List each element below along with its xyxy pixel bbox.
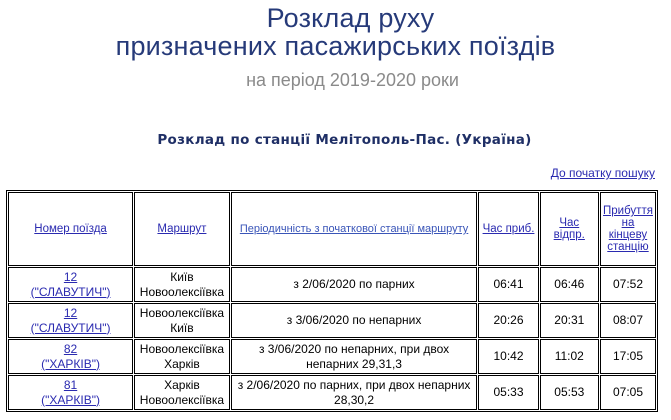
train-number: 12: [63, 305, 78, 320]
route-cell: [134, 267, 230, 302]
train-number-cell: [8, 267, 133, 302]
departure-cell: 20:31: [540, 303, 599, 338]
period-subtitle: на період 2019-2020 роки: [246, 70, 459, 90]
train-number: 82: [63, 341, 78, 356]
column-header-route[interactable]: Маршрут: [134, 192, 230, 266]
train-number-cell: [8, 303, 133, 338]
table-row: [8, 267, 656, 302]
train-name: ("ХАРКІВ"): [41, 356, 100, 371]
arrival-cell: 20:26: [478, 303, 538, 338]
train-link[interactable]: [31, 270, 111, 299]
periodicity-cell: з 2/06/2020 по парних: [231, 267, 478, 302]
departure-cell: 06:46: [540, 267, 599, 302]
route-cell: [134, 339, 230, 374]
column-header-periodicity[interactable]: Періодичність з початкової станції маршруту: [231, 192, 478, 266]
train-name: ("СЛАВУТИЧ"): [30, 284, 111, 299]
title-line-1: Розклад руху: [266, 3, 435, 33]
table-header-row: [8, 192, 656, 266]
train-number: 81: [63, 377, 78, 392]
periodicity-cell: з 3/06/2020 по непарних: [231, 303, 478, 338]
route-cell: [134, 375, 230, 410]
train-number-cell: [8, 375, 133, 410]
route-to: Київ: [170, 320, 194, 335]
station-title: Розклад по станції Мелітополь-Пас. (Україна): [157, 132, 532, 148]
train-name: ("СЛАВУТИЧ"): [30, 320, 111, 335]
departure-cell: 11:02: [540, 339, 599, 374]
arrival-cell: 05:33: [478, 375, 538, 410]
table-row: [8, 303, 656, 338]
column-header-final-arrival[interactable]: Прибуття на кінцеву станцію: [600, 192, 656, 266]
train-link[interactable]: [41, 342, 100, 371]
arrival-cell: 10:42: [478, 339, 538, 374]
train-number-cell: [8, 339, 133, 374]
final-arrival-cell: 08:07: [600, 303, 656, 338]
final-arrival-cell: 07:52: [600, 267, 656, 302]
page-title: [0, 4, 671, 60]
schedule-table: [6, 190, 658, 412]
periodicity-cell: з 3/06/2020 по непарних, при двох непарних 29,31,3: [231, 339, 478, 374]
route-to: Новоолексіївка: [139, 392, 225, 407]
column-header-arrival[interactable]: Час приб.: [478, 192, 538, 266]
train-number: 12: [63, 269, 78, 284]
route-from: Харків: [164, 377, 200, 392]
final-arrival-cell: 07:05: [600, 375, 656, 410]
train-link[interactable]: [31, 306, 111, 335]
train-name: ("ХАРКІВ"): [41, 392, 100, 407]
periodicity-cell: з 2/06/2020 по парних, при двох непарних 28,30,2: [231, 375, 478, 410]
table-row: [8, 339, 656, 374]
route-from: Київ: [170, 269, 194, 284]
route-to: Харків: [164, 356, 200, 371]
route-from: Новоолексіївка: [139, 305, 225, 320]
route-cell: [134, 303, 230, 338]
table-row: [8, 375, 656, 410]
departure-cell: 05:53: [540, 375, 599, 410]
back-to-search-link[interactable]: До початку пошуку: [550, 166, 655, 180]
arrival-cell: 06:41: [478, 267, 538, 302]
train-link[interactable]: [41, 378, 100, 407]
route-from: Новоолексіївка: [139, 341, 225, 356]
column-header-train-number[interactable]: Номер поїзда: [8, 192, 133, 266]
column-header-departure[interactable]: Час відпр.: [540, 192, 599, 266]
route-to: Новоолексіївка: [139, 284, 225, 299]
final-arrival-cell: 17:05: [600, 339, 656, 374]
title-line-2: призначених пасажирських поїздів: [115, 31, 556, 61]
